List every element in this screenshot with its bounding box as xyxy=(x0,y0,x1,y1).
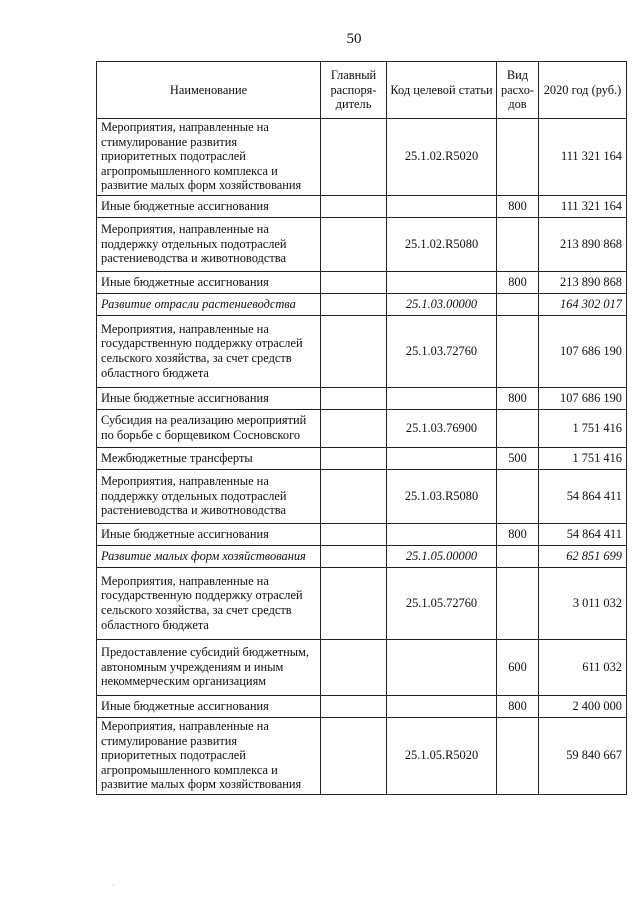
table-row xyxy=(97,315,627,387)
row-manager-cell xyxy=(321,293,387,315)
row-code-cell xyxy=(387,195,497,217)
table-row xyxy=(97,695,627,717)
table-row xyxy=(97,447,627,469)
row-name-cell: Мероприятия, направленные на государственную поддержку отраслей сельского хозяйства, за счет средств областного бюджета xyxy=(97,567,321,639)
table-row xyxy=(97,387,627,409)
row-type-cell xyxy=(497,717,539,794)
table-row xyxy=(97,639,627,695)
header-type: Вид расхо-дов xyxy=(497,62,539,119)
budget-table xyxy=(96,61,627,795)
row-amount-cell: 107 686 190 xyxy=(539,387,627,409)
row-code-cell xyxy=(387,523,497,545)
row-manager-cell xyxy=(321,409,387,447)
row-manager-cell xyxy=(321,119,387,196)
row-type-cell: 800 xyxy=(497,195,539,217)
row-code-cell: 25.1.03.72760 xyxy=(387,315,497,387)
row-amount-cell: 2 400 000 xyxy=(539,695,627,717)
row-name-cell: Иные бюджетные ассигнования xyxy=(97,271,321,293)
row-amount-cell: 213 890 868 xyxy=(539,217,627,271)
row-manager-cell xyxy=(321,271,387,293)
row-name-cell: Мероприятия, направленные на стимулирование развития приоритетных подотраслей агропромышленного комплекса и развитие малых форм хозяйствования xyxy=(97,119,321,196)
row-type-cell xyxy=(497,119,539,196)
table-header-row xyxy=(97,62,627,119)
row-amount-cell: 1 751 416 xyxy=(539,447,627,469)
row-manager-cell xyxy=(321,639,387,695)
table-row xyxy=(97,567,627,639)
row-amount-cell: 54 864 411 xyxy=(539,469,627,523)
table-body xyxy=(97,119,627,795)
row-code-cell xyxy=(387,387,497,409)
row-name-cell: Развитие отрасли растениеводства xyxy=(97,293,321,315)
table-row xyxy=(97,717,627,794)
scan-mark: · xyxy=(112,881,115,890)
row-manager-cell xyxy=(321,717,387,794)
row-name-cell: Иные бюджетные ассигнования xyxy=(97,195,321,217)
row-amount-cell: 3 011 032 xyxy=(539,567,627,639)
row-name-cell: Мероприятия, направленные на стимулирование развития приоритетных подотраслей агропромышленного комплекса и развитие малых форм хозяйствования xyxy=(97,717,321,794)
row-code-cell xyxy=(387,271,497,293)
table-row xyxy=(97,545,627,567)
row-type-cell: 800 xyxy=(497,271,539,293)
row-code-cell: 25.1.03.00000 xyxy=(387,293,497,315)
page-number: 50 xyxy=(346,31,362,47)
row-type-cell xyxy=(497,293,539,315)
row-code-cell: 25.1.03.R5080 xyxy=(387,469,497,523)
row-name-cell: Мероприятия, направленные на поддержку отдельных подотраслей растениеводства и животноводства xyxy=(97,469,321,523)
row-amount-cell: 107 686 190 xyxy=(539,315,627,387)
row-manager-cell xyxy=(321,567,387,639)
table-row xyxy=(97,523,627,545)
row-manager-cell xyxy=(321,523,387,545)
row-type-cell xyxy=(497,315,539,387)
row-amount-cell: 164 302 017 xyxy=(539,293,627,315)
row-manager-cell xyxy=(321,447,387,469)
row-name-cell: Мероприятия, направленные на государственную поддержку отраслей сельского хозяйства, за счет средств областного бюджета xyxy=(97,315,321,387)
table-row xyxy=(97,469,627,523)
row-amount-cell: 213 890 868 xyxy=(539,271,627,293)
row-code-cell: 25.1.03.76900 xyxy=(387,409,497,447)
header-code: Код целевой статьи xyxy=(387,62,497,119)
row-code-cell: 25.1.05.72760 xyxy=(387,567,497,639)
row-code-cell: 25.1.02.R5020 xyxy=(387,119,497,196)
header-name: Наименование xyxy=(97,62,321,119)
row-name-cell: Межбюджетные трансферты xyxy=(97,447,321,469)
row-type-cell: 800 xyxy=(497,523,539,545)
table-row xyxy=(97,119,627,196)
row-manager-cell xyxy=(321,195,387,217)
row-amount-cell: 1 751 416 xyxy=(539,409,627,447)
row-name-cell: Мероприятия, направленные на поддержку отдельных подотраслей растениеводства и животноводства xyxy=(97,217,321,271)
table-row xyxy=(97,293,627,315)
row-name-cell: Иные бюджетные ассигнования xyxy=(97,523,321,545)
row-type-cell xyxy=(497,409,539,447)
row-type-cell xyxy=(497,469,539,523)
row-manager-cell xyxy=(321,695,387,717)
row-name-cell: Развитие малых форм хозяйствования xyxy=(97,545,321,567)
table-row xyxy=(97,195,627,217)
row-name-cell: Иные бюджетные ассигнования xyxy=(97,695,321,717)
row-code-cell xyxy=(387,639,497,695)
row-amount-cell: 111 321 164 xyxy=(539,119,627,196)
row-amount-cell: 54 864 411 xyxy=(539,523,627,545)
row-manager-cell xyxy=(321,217,387,271)
row-name-cell: Субсидия на реализацию мероприятий по борьбе с борщевиком Сосновского xyxy=(97,409,321,447)
row-type-cell xyxy=(497,545,539,567)
row-name-cell: Предоставление субсидий бюджетным, автономным учреждениям и иным некоммерческим организациям xyxy=(97,639,321,695)
table-row xyxy=(97,217,627,271)
header-amount: 2020 год (руб.) xyxy=(539,62,627,119)
row-name-cell: Иные бюджетные ассигнования xyxy=(97,387,321,409)
row-manager-cell xyxy=(321,545,387,567)
row-type-cell: 600 xyxy=(497,639,539,695)
row-code-cell: 25.1.02.R5080 xyxy=(387,217,497,271)
row-amount-cell: 62 851 699 xyxy=(539,545,627,567)
table-row xyxy=(97,271,627,293)
row-manager-cell xyxy=(321,469,387,523)
row-amount-cell: 611 032 xyxy=(539,639,627,695)
row-amount-cell: 59 840 667 xyxy=(539,717,627,794)
row-type-cell: 800 xyxy=(497,695,539,717)
table-row xyxy=(97,409,627,447)
row-amount-cell: 111 321 164 xyxy=(539,195,627,217)
header-manager: Главный распоря-дитель xyxy=(321,62,387,119)
row-code-cell xyxy=(387,695,497,717)
row-type-cell xyxy=(497,567,539,639)
row-code-cell: 25.1.05.00000 xyxy=(387,545,497,567)
row-type-cell: 500 xyxy=(497,447,539,469)
row-manager-cell xyxy=(321,387,387,409)
row-type-cell: 800 xyxy=(497,387,539,409)
row-type-cell xyxy=(497,217,539,271)
row-manager-cell xyxy=(321,315,387,387)
row-code-cell xyxy=(387,447,497,469)
row-code-cell: 25.1.05.R5020 xyxy=(387,717,497,794)
